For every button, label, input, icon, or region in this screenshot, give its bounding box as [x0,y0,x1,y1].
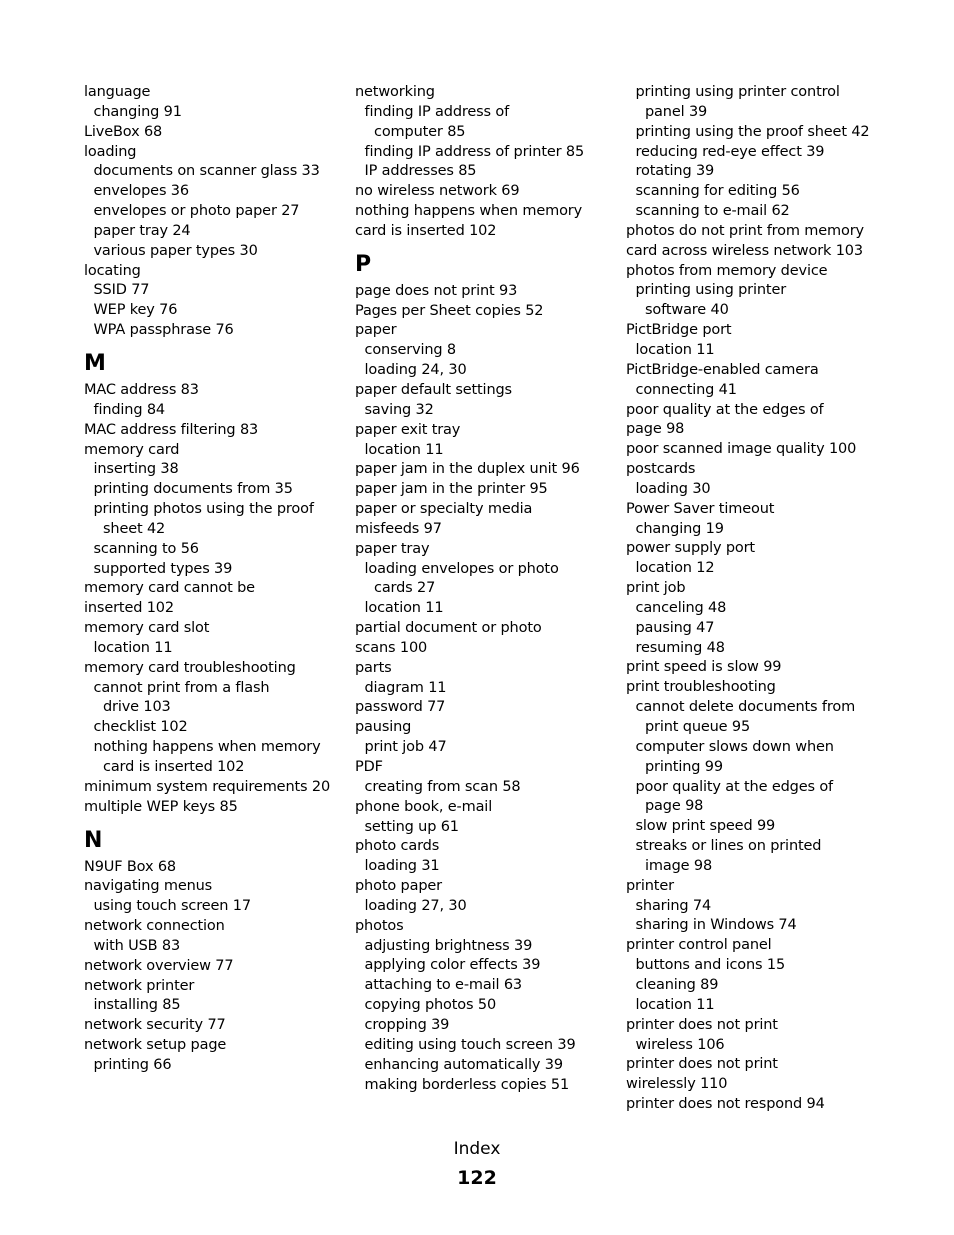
index-subentry: location 11 [93,639,173,656]
index-subentry: printing using printer [635,282,787,299]
index-entry: no wireless network 69 [355,183,520,200]
footer-section-label: Index [453,1139,501,1159]
index-entry: network overview 77 [84,957,234,974]
index-entry: parts [355,659,392,676]
index-entry: navigating menus [84,878,213,895]
index-entry: print speed is slow 99 [626,659,782,676]
index-entry: MAC address filtering 83 [84,421,259,438]
index-subentry: WEP key 76 [93,302,178,319]
index-subentry: SSID 77 [93,282,150,299]
index-entry: print troubleshooting [626,679,776,696]
index-subentry: pausing 47 [635,619,715,636]
index-entry: poor quality at the edges of [626,401,824,418]
index-entry: memory card cannot be [84,580,255,597]
index-entry: multiple WEP keys 85 [84,798,238,815]
index-subentry: drive 103 [103,699,171,716]
index-subentry: printing documents from 35 [93,481,293,498]
footer-page-number: 122 [457,1167,497,1189]
index-subentry: sharing in Windows 74 [635,917,797,934]
index-subentry: creating from scan 58 [364,778,521,795]
index-subentry: paper tray 24 [93,222,191,239]
index-subentry: poor quality at the edges of [635,778,834,795]
index-entry: LiveBox 68 [84,123,163,140]
index-entry: network printer [84,977,195,994]
index-subentry: buttons and icons 15 [635,957,786,974]
index-entry: paper [355,322,397,339]
index-column-2 [355,83,617,1095]
index-subentry: reducing red-eye effect 39 [635,143,825,160]
index-subentry: printing 66 [93,1056,172,1073]
index-entry: wirelessly 110 [626,1076,728,1093]
index-entry: language [84,84,151,100]
index-entry: paper default settings [355,381,512,398]
index-subentry: editing using touch screen 39 [364,1036,576,1053]
index-subentry: envelopes 36 [93,183,189,200]
index-entry: loading [84,143,137,160]
index-entry: photos do not print from memory [626,222,864,239]
index-subentry: rotating 39 [635,163,715,180]
index-subentry: conserving 8 [364,342,457,359]
index-entry: scans 100 [355,639,428,656]
index-subentry: scanning to 56 [93,540,199,557]
index-subentry: copying photos 50 [364,997,497,1014]
index-entry: N9UF Box 68 [84,858,176,875]
index-subentry: adjusting brightness 39 [364,937,533,954]
index-subentry: loading 24, 30 [364,362,467,379]
index-subentry: image 98 [645,857,713,874]
index-subentry: saving 32 [364,401,434,418]
index-subentry: printing photos using the proof [93,501,314,518]
index-subentry: changing 91 [93,103,182,120]
index-subentry: location 12 [635,560,715,577]
index-subentry: finding 84 [93,401,166,418]
index-subentry: location 11 [364,600,444,617]
index-subentry: cleaning 89 [635,976,719,993]
index-entry: partial document or photo [355,620,542,637]
index-subentry: connecting 41 [635,381,737,398]
index-entry: inserted 102 [84,600,174,617]
index-column-1 [84,83,346,1076]
index-subentry: printing 99 [645,758,723,775]
index-subentry: sheet 42 [103,520,166,537]
index-subentry: computer slows down when [635,738,834,755]
index-entry: memory card slot [84,620,210,637]
index-subentry: cards 27 [374,580,436,597]
index-subentry: documents on scanner glass 33 [93,163,320,180]
index-subentry: printing using printer control [635,84,840,100]
index-subentry: card is inserted 102 [103,759,245,775]
index-subentry: streaks or lines on printed [635,838,822,855]
index-subentry: finding IP address of [364,103,510,120]
index-entry: network security 77 [84,1017,226,1034]
index-entry: paper tray [355,540,430,557]
index-entry: photo cards [355,838,440,855]
index-entry: page 98 [626,421,685,438]
index-entry: PictBridge port [626,322,732,339]
index-entry: photo paper [355,878,442,895]
index-subentry: slow print speed 99 [635,818,776,835]
index-entry: postcards [626,461,696,478]
index-subentry: cannot delete documents from [635,699,856,716]
index-entry: minimum system requirements 20 [84,778,331,795]
index-entry: paper exit tray [355,421,461,438]
index-subentry: scanning to e-mail 62 [635,203,790,220]
index-entry: printer control panel [626,937,772,954]
index-entry: misfeeds 97 [355,520,442,537]
index-subentry: location 11 [635,341,715,358]
index-entry: print job [626,580,686,597]
index-entry: photos [355,917,404,934]
index-entry: printer [626,877,674,894]
index-entry: paper or specialty media [355,501,533,518]
index-entry: printer does not print [626,1056,778,1073]
index-entry: Pages per Sheet copies 52 [355,302,544,319]
index-subentry: checklist 102 [93,719,188,736]
index-entry: network setup page [84,1037,227,1054]
index-subentry: WPA passphrase 76 [93,322,234,339]
index-entry: password 77 [355,699,446,716]
index-entry: PictBridge-enabled camera [626,361,819,378]
index-subentry: loading 30 [635,480,711,497]
index-subentry: cropping 39 [364,1016,450,1033]
index-subentry: nothing happens when memory [93,739,321,756]
index-subentry: finding IP address of printer 85 [364,143,585,160]
index-subentry: location 11 [364,441,444,458]
index-subentry: loading 31 [364,858,440,875]
index-entry: poor scanned image quality 100 [626,441,857,458]
index-letter-heading: P [355,251,372,277]
index-entry: memory card [84,441,180,458]
index-entry: networking [355,84,435,100]
index-subentry: with USB 83 [93,937,181,954]
index-subentry: envelopes or photo paper 27 [93,203,300,220]
index-entry: MAC address 83 [84,381,199,398]
index-subentry: location 11 [635,996,715,1013]
index-subentry: scanning for editing 56 [635,183,800,200]
index-subentry: software 40 [645,302,729,319]
index-subentry: printing using the proof sheet 42 [635,123,870,140]
index-subentry: IP addresses 85 [364,163,477,180]
index-subentry: installing 85 [93,997,181,1014]
index-subentry: supported types 39 [93,560,233,577]
index-subentry: wireless 106 [635,1036,725,1053]
index-subentry: making borderless copies 51 [364,1076,570,1093]
index-entry: power supply port [626,540,755,557]
index-subentry: sharing 74 [635,897,712,914]
index-subentry: setting up 61 [364,818,459,835]
index-entry: printer does not respond 94 [626,1096,825,1113]
index-subentry: various paper types 30 [93,242,258,259]
index-entry: pausing [355,719,412,736]
index-subentry: resuming 48 [635,639,725,656]
index-column-3 [626,83,896,1115]
index-entry: card is inserted 102 [355,222,497,239]
index-entry: nothing happens when memory [355,203,583,220]
index-subentry: print queue 95 [645,719,751,735]
index-subentry: using touch screen 17 [93,898,251,915]
index-subentry: cannot print from a flash [93,679,270,696]
index-letter-heading: M [84,350,106,376]
index-subentry: page 98 [645,798,704,815]
index-entry: card across wireless network 103 [626,242,863,259]
index-entry: memory card troubleshooting [84,659,296,676]
index-entry: network connection [84,918,225,935]
index-letter-heading: N [84,827,103,853]
index-entry: Power Saver timeout [626,500,775,517]
index-subentry: canceling 48 [635,599,727,616]
index-subentry: loading envelopes or photo [364,560,559,577]
index-subentry: loading 27, 30 [364,897,467,914]
index-subentry: print job 47 [364,739,447,756]
index-entry: phone book, e-mail [355,798,493,815]
index-subentry: applying color effects 39 [364,957,541,974]
index-subentry: enhancing automatically 39 [364,1056,563,1073]
index-subentry: changing 19 [635,520,724,537]
index-entry: paper jam in the duplex unit 96 [355,461,580,478]
index-subentry: diagram 11 [364,679,447,696]
index-entry: PDF [355,759,383,775]
index-entry: photos from memory device [626,262,828,279]
index-entry: printer does not print [626,1016,778,1033]
index-subentry: computer 85 [374,123,466,140]
index-subentry: inserting 38 [93,461,179,478]
index-subentry: attaching to e-mail 63 [364,977,522,994]
index-entry: locating [84,262,141,279]
index-subentry: panel 39 [645,103,708,120]
index-entry: page does not print 93 [355,282,518,299]
index-entry: paper jam in the printer 95 [355,481,548,498]
